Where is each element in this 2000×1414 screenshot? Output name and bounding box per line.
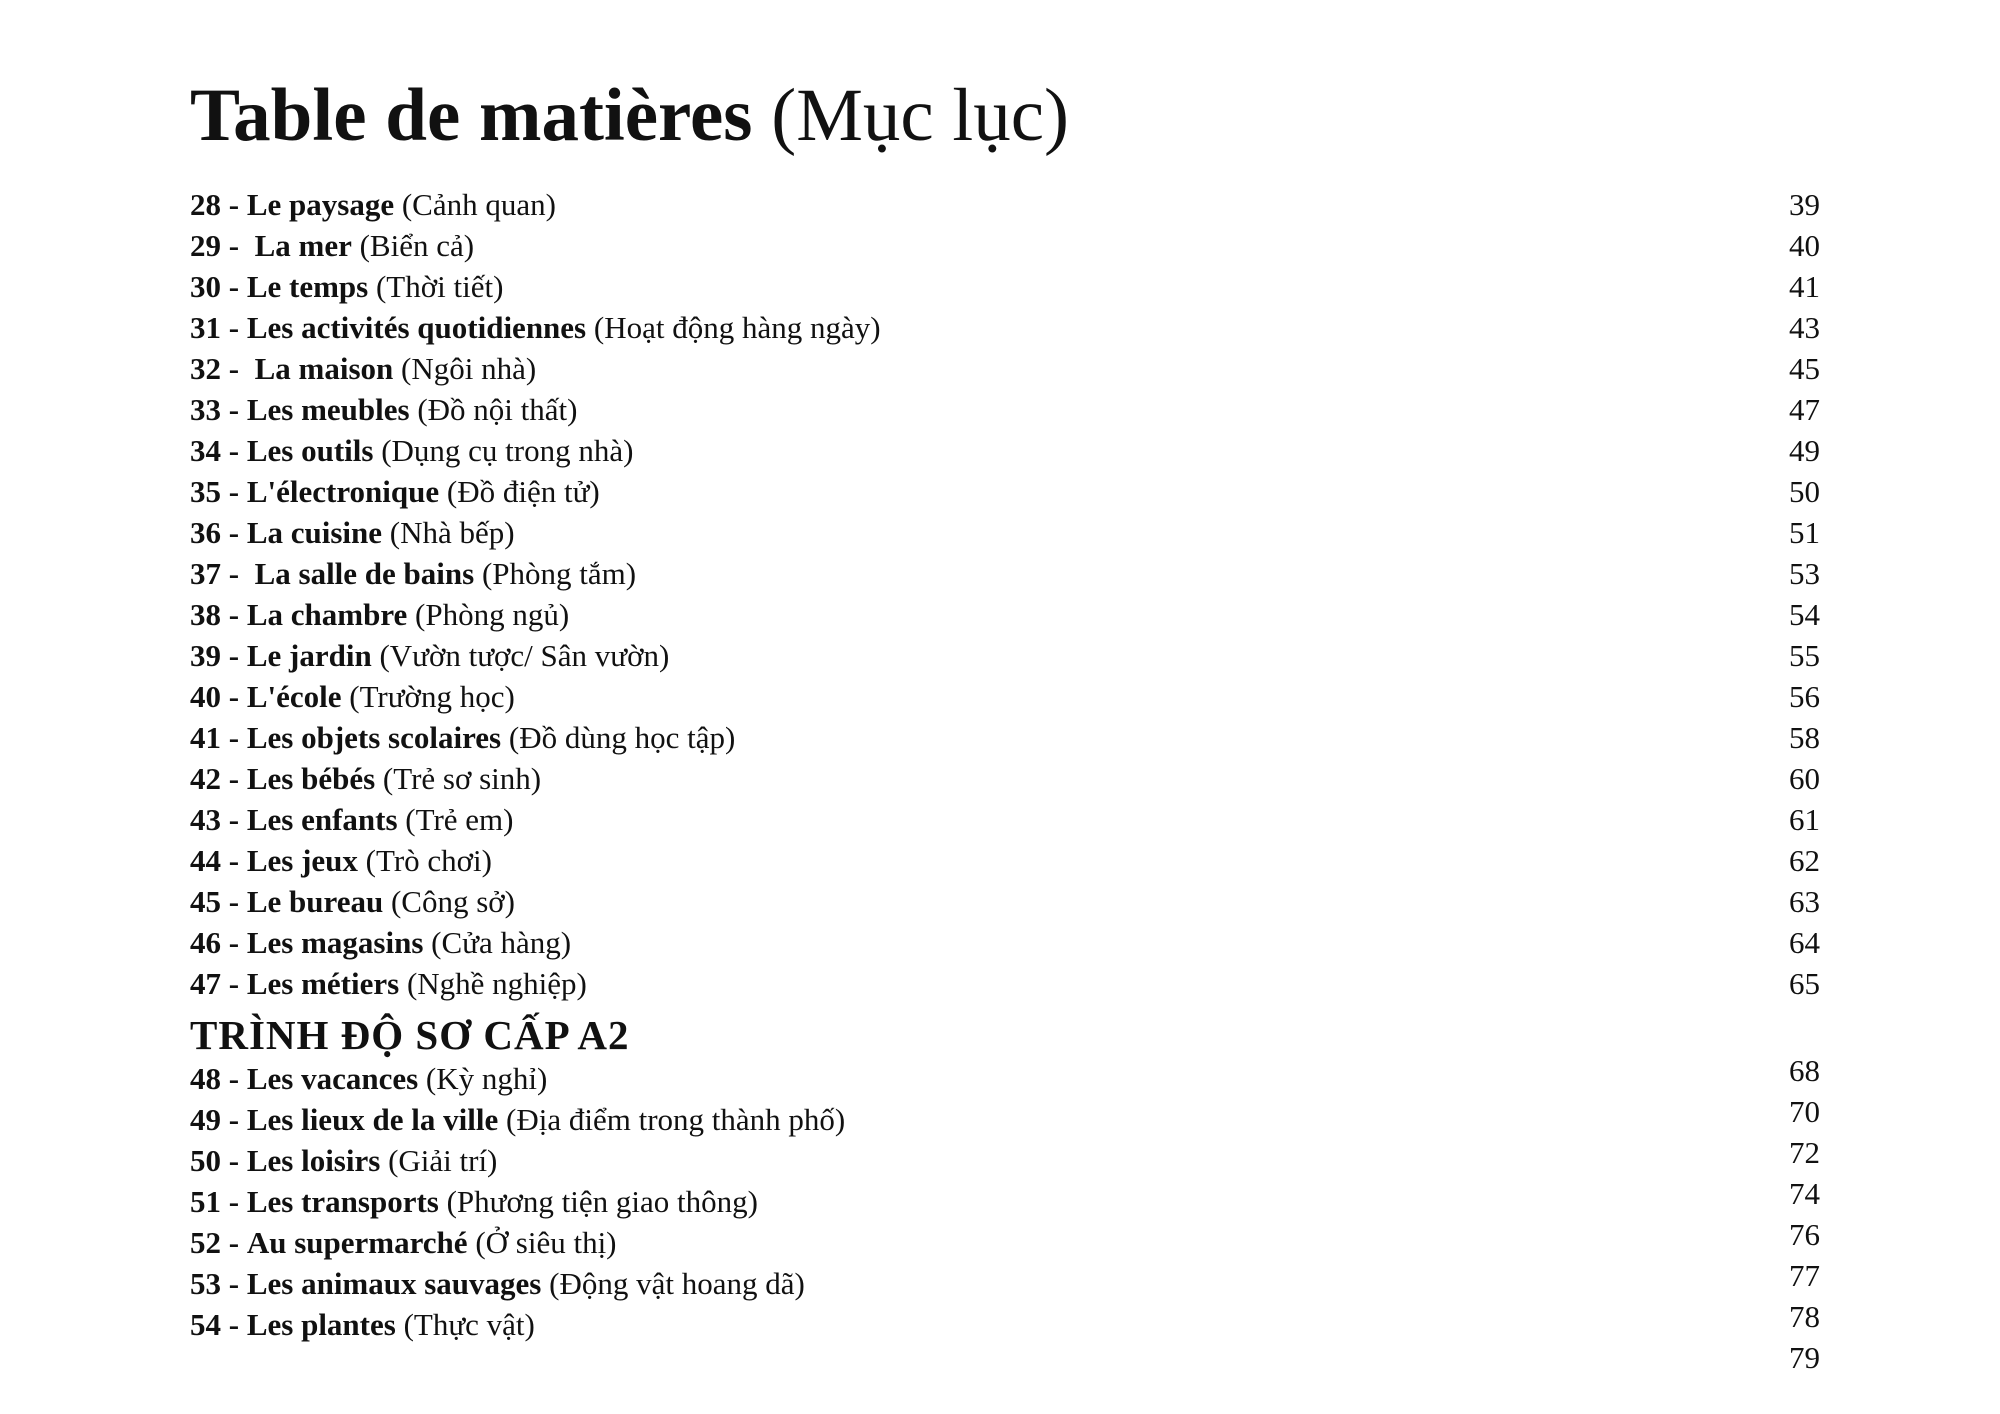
- page-number: 54: [1789, 597, 1820, 632]
- entry-number: 37 -: [190, 556, 240, 591]
- toc-entry: [190, 389, 577, 431]
- section-heading: TRÌNH ĐỘ SƠ CẤP A2: [190, 1012, 630, 1058]
- toc-entry: [190, 471, 600, 513]
- entry-french-title: La maison: [254, 351, 394, 386]
- entry-vietnamese-title: (Nghề nghiệp): [406, 966, 587, 1001]
- page-number: 78: [1789, 1299, 1820, 1334]
- entry-vietnamese-title: (Trẻ sơ sinh): [382, 761, 542, 796]
- toc-entry: [190, 635, 669, 677]
- entry-vietnamese-title: (Đồ dùng học tập): [508, 720, 736, 755]
- entry-vietnamese-title: (Ở siêu thị): [475, 1225, 617, 1260]
- page-number: 61: [1789, 802, 1820, 837]
- entry-number: 38 -: [190, 597, 240, 632]
- toc-entry: [190, 1222, 617, 1264]
- entry-number: 36 -: [190, 515, 240, 550]
- page-number: 62: [1789, 843, 1820, 878]
- entry-number: 44 -: [190, 843, 240, 878]
- entry-vietnamese-title: (Hoạt động hàng ngày): [593, 310, 881, 345]
- entry-french-title: Les bébés: [246, 761, 376, 796]
- entry-vietnamese-title: (Ngôi nhà): [401, 351, 537, 386]
- entry-number: 50 -: [190, 1143, 240, 1178]
- page-number: 64: [1789, 925, 1820, 960]
- entry-french-title: Les animaux sauvages: [246, 1266, 542, 1301]
- toc-entry: [190, 1304, 535, 1346]
- toc-entry: [190, 840, 492, 882]
- page-title-french: Table de matières: [190, 74, 753, 157]
- entry-french-title: Les lieux de la ville: [246, 1102, 499, 1137]
- toc-entry: [190, 430, 633, 472]
- entry-number: 29 -: [190, 228, 240, 263]
- entry-french-title: Les enfants: [246, 802, 398, 837]
- page-number: 70: [1789, 1094, 1820, 1129]
- page-title-vietnamese: (Mục lục): [771, 74, 1070, 157]
- entry-vietnamese-title: (Dụng cụ trong nhà): [381, 433, 634, 468]
- entry-number: 40 -: [190, 679, 240, 714]
- page-number: 60: [1789, 761, 1820, 796]
- page-number: 58: [1789, 720, 1820, 755]
- entry-vietnamese-title: (Cửa hàng): [431, 925, 572, 960]
- entry-french-title: Les objets scolaires: [246, 720, 502, 755]
- page-number: 43: [1789, 310, 1820, 345]
- toc-entry: [190, 184, 556, 226]
- entry-number: 31 -: [190, 310, 240, 345]
- entry-french-title: Les jeux: [246, 843, 358, 878]
- toc-entry: [190, 1140, 497, 1182]
- entry-french-title: Le bureau: [246, 884, 384, 919]
- page-number: 45: [1789, 351, 1820, 386]
- toc-entry: [190, 963, 587, 1005]
- entry-vietnamese-title: (Trò chơi): [365, 843, 492, 878]
- entry-french-title: Les meubles: [246, 392, 410, 427]
- entry-vietnamese-title: (Thực vật): [403, 1307, 535, 1342]
- entry-number: 54 -: [190, 1307, 240, 1342]
- toc-entry: [190, 594, 569, 636]
- toc-entry: [190, 348, 536, 390]
- page-number: 72: [1789, 1135, 1820, 1170]
- page-number: 40: [1789, 228, 1820, 263]
- entry-number: 49 -: [190, 1102, 240, 1137]
- entry-number: 32 -: [190, 351, 240, 386]
- entry-vietnamese-title: (Giải trí): [388, 1143, 498, 1178]
- entry-number: 39 -: [190, 638, 240, 673]
- entry-french-title: L'électronique: [246, 474, 440, 509]
- page-number: 77: [1789, 1258, 1820, 1293]
- page-title: [190, 66, 1069, 166]
- entry-vietnamese-title: (Công sở): [390, 884, 515, 919]
- entry-number: 30 -: [190, 269, 240, 304]
- entry-number: 51 -: [190, 1184, 240, 1219]
- entry-french-title: La cuisine: [246, 515, 383, 550]
- entry-number: 53 -: [190, 1266, 240, 1301]
- page-number: 76: [1789, 1217, 1820, 1252]
- page-number: 47: [1789, 392, 1820, 427]
- entry-number: 46 -: [190, 925, 240, 960]
- entry-number: 34 -: [190, 433, 240, 468]
- entry-vietnamese-title: (Trẻ em): [405, 802, 514, 837]
- page-number: 65: [1789, 966, 1820, 1001]
- toc-entry: [190, 676, 515, 718]
- entry-vietnamese-title: (Trường học): [349, 679, 515, 714]
- toc-entry: [190, 922, 571, 964]
- entry-french-title: Le jardin: [246, 638, 372, 673]
- toc-entry: [190, 266, 503, 308]
- entry-vietnamese-title: (Phương tiện giao thông): [446, 1184, 758, 1219]
- entry-vietnamese-title: (Kỳ nghỉ): [425, 1061, 548, 1096]
- entry-french-title: Les outils: [246, 433, 374, 468]
- entry-number: 42 -: [190, 761, 240, 796]
- entry-number: 33 -: [190, 392, 240, 427]
- entry-french-title: Le paysage: [246, 187, 395, 222]
- entry-vietnamese-title: (Đồ nội thất): [417, 392, 578, 427]
- toc-entry: [190, 225, 474, 267]
- toc-entry: [190, 717, 735, 759]
- entry-french-title: Les métiers: [246, 966, 400, 1001]
- entry-french-title: Les vacances: [246, 1061, 419, 1096]
- toc-entry: [190, 1181, 758, 1223]
- toc-entry: [190, 1099, 845, 1141]
- entry-vietnamese-title: (Đồ điện tử): [446, 474, 600, 509]
- toc-entry: [190, 307, 881, 349]
- entry-french-title: Les transports: [246, 1184, 439, 1219]
- toc-entry: [190, 512, 515, 554]
- page-number: 56: [1789, 679, 1820, 714]
- entry-number: 35 -: [190, 474, 240, 509]
- entry-number: 45 -: [190, 884, 240, 919]
- entry-french-title: La salle de bains: [254, 556, 475, 591]
- entry-french-title: Les plantes: [246, 1307, 396, 1342]
- entry-number: 41 -: [190, 720, 240, 755]
- entry-vietnamese-title: (Nhà bếp): [389, 515, 515, 550]
- entry-vietnamese-title: (Phòng ngủ): [415, 597, 570, 632]
- page-number: 41: [1789, 269, 1820, 304]
- entry-vietnamese-title: (Vườn tược/ Sân vườn): [379, 638, 670, 673]
- entry-french-title: Les loisirs: [246, 1143, 381, 1178]
- page-number: 51: [1789, 515, 1820, 550]
- toc-entry: [190, 799, 513, 841]
- toc-entry: [190, 553, 636, 595]
- entry-number: 43 -: [190, 802, 240, 837]
- entry-vietnamese-title: (Biển cả): [359, 228, 475, 263]
- page-number: 53: [1789, 556, 1820, 591]
- entry-number: 52 -: [190, 1225, 240, 1260]
- page-number: 79: [1789, 1340, 1820, 1375]
- entry-vietnamese-title: (Phòng tắm): [481, 556, 637, 591]
- entry-french-title: L'école: [246, 679, 342, 714]
- entry-french-title: La chambre: [246, 597, 408, 632]
- entry-french-title: Le temps: [246, 269, 369, 304]
- entry-vietnamese-title: (Thời tiết): [375, 269, 504, 304]
- page-number: 68: [1789, 1053, 1820, 1088]
- toc-entry: [190, 1263, 805, 1305]
- toc-entry: [190, 758, 541, 800]
- entry-vietnamese-title: (Địa điểm trong thành phố): [506, 1102, 846, 1137]
- toc-entry: [190, 1058, 547, 1100]
- page-number: 39: [1789, 187, 1820, 222]
- page-number: 55: [1789, 638, 1820, 673]
- page-number: 63: [1789, 884, 1820, 919]
- entry-french-title: Les magasins: [246, 925, 424, 960]
- page-number: 50: [1789, 474, 1820, 509]
- page-number: 74: [1789, 1176, 1820, 1211]
- entry-number: 47 -: [190, 966, 240, 1001]
- page-number: 49: [1789, 433, 1820, 468]
- entry-vietnamese-title: (Cảnh quan): [401, 187, 556, 222]
- entry-french-title: Au supermarché: [246, 1225, 468, 1260]
- toc-entry: [190, 881, 515, 923]
- entry-number: 28 -: [190, 187, 240, 222]
- entry-french-title: Les activités quotidiennes: [246, 310, 587, 345]
- entry-french-title: La mer: [254, 228, 352, 263]
- entry-vietnamese-title: (Động vật hoang dã): [549, 1266, 805, 1301]
- entry-number: 48 -: [190, 1061, 240, 1096]
